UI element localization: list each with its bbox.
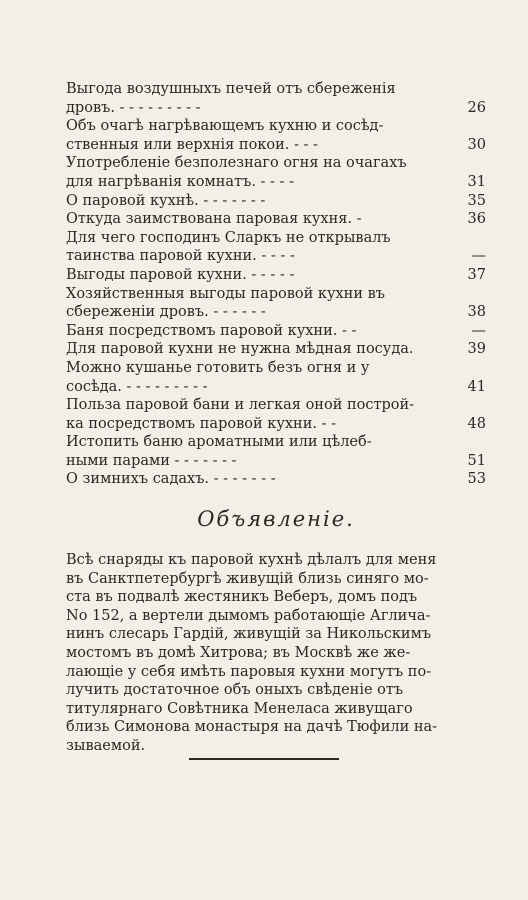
toc-entry-text: ными парами - - - - - - - [66, 452, 237, 469]
toc-entry-text: Можно кушанье готовить безъ огня и у [66, 359, 370, 376]
notice-line: No 152, а вертели дымомъ работающіе Аглича- [66, 607, 431, 624]
toc-page-number: 51 [467, 452, 486, 469]
toc-entry [66, 229, 486, 266]
notice-line: зываемой. [66, 738, 146, 754]
toc-entry-text: Употребленіе безполезнаго огня на очагахъ [66, 155, 407, 172]
notice-line: лающіе у себя имѣть паровыя кухни могутъ по- [66, 663, 432, 680]
toc-entry [66, 470, 486, 489]
book-page [66, 80, 486, 756]
toc-entry [66, 340, 486, 359]
toc-page-number: 39 [467, 341, 486, 358]
notice-line: въ Санктпетербургѣ живущій близь синяго мо- [66, 570, 429, 587]
toc-entry-text: Откуда заимствована паровая кухня. - [66, 211, 362, 228]
notice-line: близь Симонова монастыря на дачѣ Тюфили на- [66, 719, 438, 736]
toc-entry-text: дровъ. - - - - - - - - - [66, 99, 201, 116]
toc-entry-text: сбереженіи дровъ. - - - - - - [66, 304, 266, 321]
toc-entry-text: О зимнихъ садахъ. - - - - - - - [66, 471, 276, 488]
notice-line: нинъ слесарь Гардій, живущій за Никольскимъ [66, 626, 432, 643]
toc-page-number: 26 [467, 99, 486, 116]
toc-entry [66, 192, 486, 211]
toc-entry [66, 154, 486, 191]
toc-entry-text: Польза паровой бани и легкая оной построй- [66, 397, 415, 414]
toc-entry [66, 117, 486, 154]
toc-page-number: 41 [467, 378, 486, 395]
toc-entry-text: Для чего господинъ Сларкъ не открывалъ [66, 229, 391, 246]
toc-entry-text: Выгода воздушныхъ печей отъ сбереженія [66, 81, 396, 97]
toc-page-number: 30 [467, 136, 486, 153]
toc-page-number: 36 [467, 211, 486, 228]
toc-entry [66, 359, 486, 396]
toc-entry [66, 285, 486, 322]
toc-page-number: — [471, 322, 486, 339]
toc-page-number: 38 [467, 304, 486, 321]
toc-entry-text: ственныя или верхнія покои. - - - [66, 136, 318, 153]
toc-entry [66, 80, 486, 117]
toc-page-number: — [471, 248, 486, 265]
end-rule [189, 758, 339, 760]
toc-entry [66, 396, 486, 433]
toc-page-number: 37 [467, 266, 486, 283]
toc-entry [66, 322, 486, 341]
toc-entry-text: ка посредствомъ паровой кухни. - - [66, 415, 336, 432]
toc-entry [66, 266, 486, 285]
notice-line: лучить достаточное объ оныхъ свѣденіе отъ [66, 682, 404, 699]
toc-entry [66, 433, 486, 470]
notice-line: Всѣ снаряды къ паровой кухнѣ дѣлалъ для меня [66, 552, 437, 569]
notice-line: мостомъ въ домѣ Хитрова; въ Москвѣ же же- [66, 645, 411, 662]
notice-line: ста въ подвалѣ жестяникъ Веберъ, домъ подъ [66, 589, 418, 606]
toc-entry-text: Для паровой кухни не нужна мѣдная посуда. [66, 341, 414, 358]
toc-page-number: 31 [467, 173, 486, 190]
notice-paragraph [66, 551, 486, 756]
notice-heading: Объявленіе. [197, 507, 355, 532]
toc-page-number: 48 [467, 415, 486, 432]
toc-entry-text: Хозяйственныя выгоды паровой кухни въ [66, 285, 385, 302]
toc-entry-text: Выгоды паровой кухни. - - - - - [66, 266, 295, 283]
table-of-contents [66, 80, 486, 489]
toc-entry-text: Истопить баню ароматными или цѣлеб- [66, 434, 372, 451]
toc-page-number: 35 [467, 192, 486, 209]
toc-entry-text: таинства паровой кухни. - - - - [66, 248, 295, 265]
toc-entry-text: Объ очагѣ нагрѣвающемъ кухню и сосѣд- [66, 118, 384, 135]
toc-entry-text: Баня посредствомъ паровой кухни. - - [66, 322, 357, 339]
toc-entry-text: для нагрѣванія комнатъ. - - - - [66, 173, 294, 190]
toc-page-number: 53 [467, 471, 486, 488]
toc-entry-text: сосѣда. - - - - - - - - - [66, 378, 208, 395]
notice-line: титулярнаго Совѣтника Менеласа живущаго [66, 700, 413, 717]
toc-entry [66, 210, 486, 229]
toc-entry-text: О паровой кухнѣ. - - - - - - - [66, 192, 266, 209]
